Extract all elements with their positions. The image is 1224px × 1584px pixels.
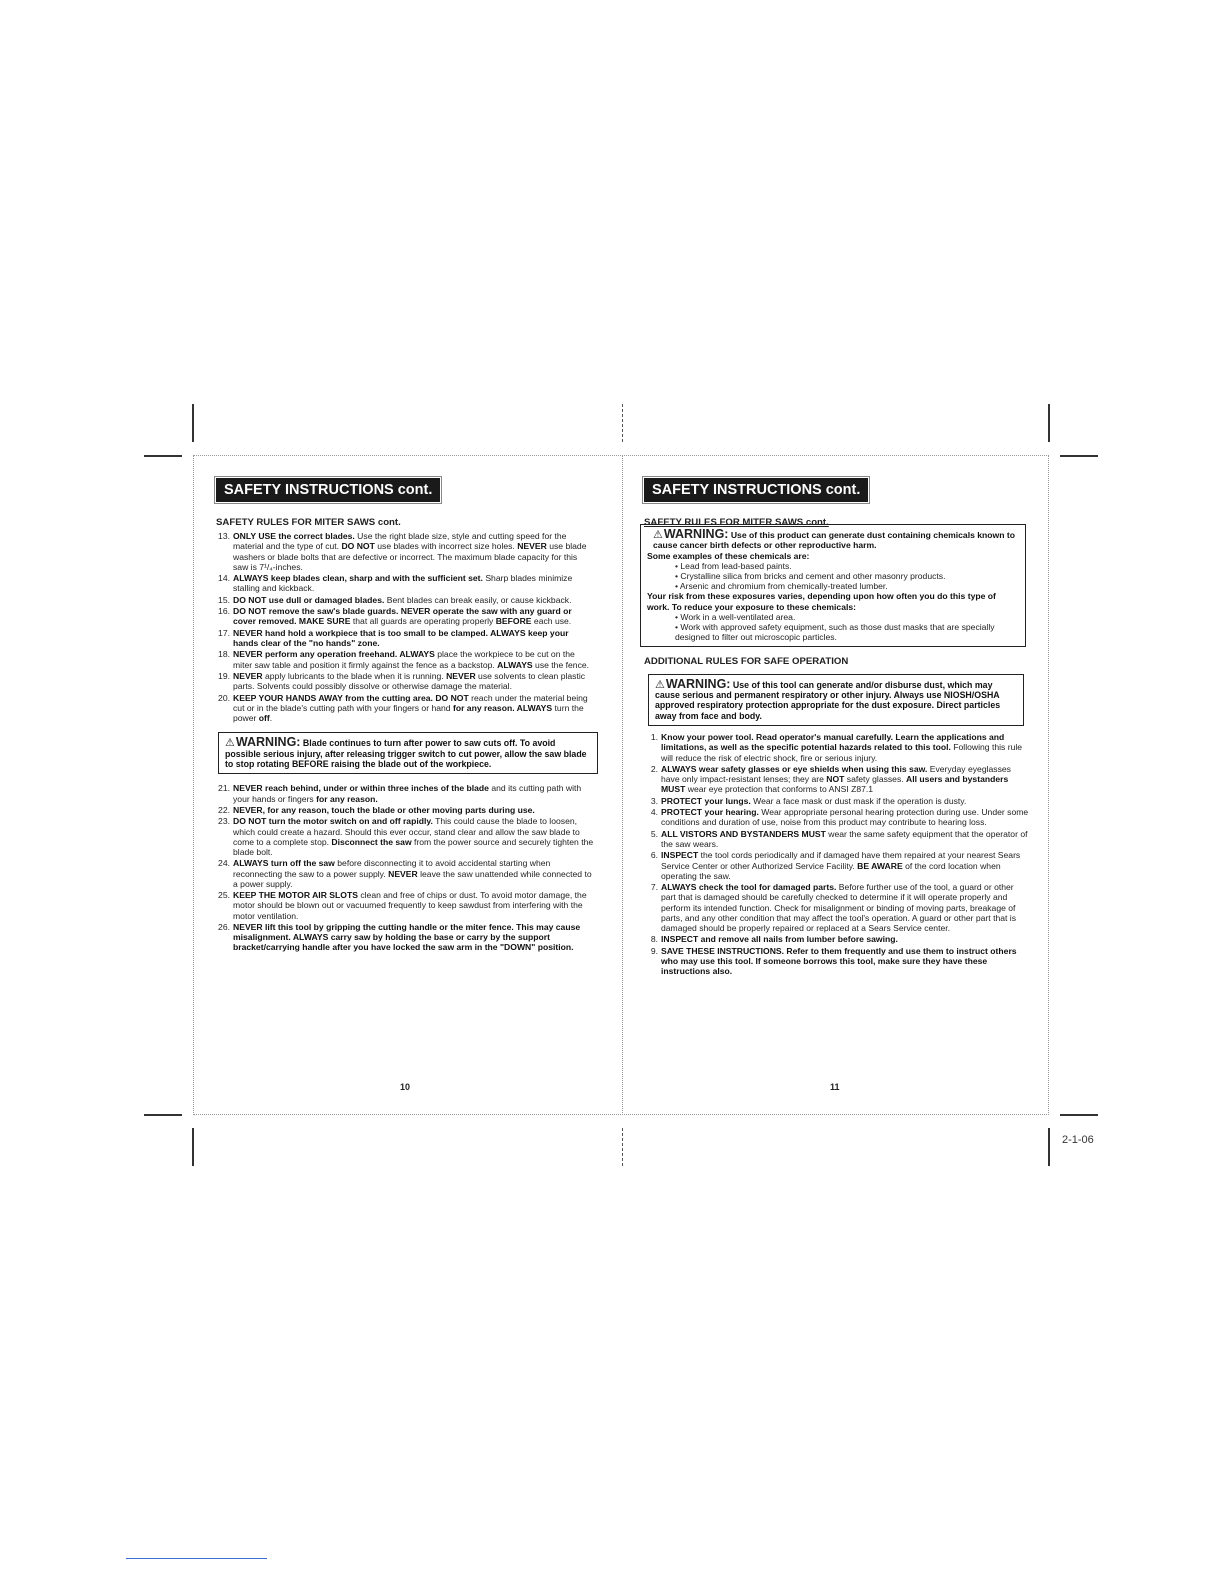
item-number: 17. bbox=[218, 627, 230, 638]
item-number: 13. bbox=[218, 531, 230, 542]
list-item bbox=[216, 805, 594, 815]
item-text: of the cord location when operating the saw. bbox=[661, 860, 1001, 881]
warning-box bbox=[218, 732, 598, 774]
chemical-warning-box bbox=[640, 524, 1026, 647]
item-body bbox=[661, 764, 1030, 795]
item-body bbox=[661, 850, 1030, 881]
item-text: place the workpiece to be cut on the miter saw table and position it firmly against the fence as a backstop. bbox=[233, 649, 575, 670]
section-banner: SAFETY INSTRUCTIONS cont. bbox=[644, 478, 868, 502]
warning-triangle-icon: ⚠ bbox=[655, 678, 665, 691]
item-emphasis: ONLY USE the correct blades. bbox=[233, 531, 355, 542]
list-item bbox=[216, 649, 594, 669]
page-number: 10 bbox=[400, 1082, 411, 1092]
item-body bbox=[233, 922, 594, 953]
list-item bbox=[216, 628, 594, 648]
bullet-item: • Crystalline silica from bricks and cement and other masonry products. bbox=[675, 571, 946, 582]
item-emphasis: DO NOT use dull or damaged blades. bbox=[233, 594, 385, 605]
warning-triangle-icon: ⚠ bbox=[225, 737, 235, 750]
item-text: Wear a face mask or dust mask if the operation is dusty. bbox=[750, 795, 967, 806]
bullet-item: • Lead from lead-based paints. bbox=[675, 560, 792, 571]
item-body bbox=[233, 606, 594, 626]
item-body bbox=[661, 807, 1030, 827]
warning-text: Use of this product can generate dust containing chemicals known to cause cancer birth defects or other reproductive harm. bbox=[653, 530, 1015, 551]
item-emphasis: Disconnect the saw bbox=[331, 836, 412, 847]
item-body bbox=[233, 671, 594, 691]
list-item bbox=[216, 890, 594, 921]
item-text: wear eye protection that conforms to ANSI Z87.1 bbox=[685, 784, 874, 795]
crop-mark bbox=[1048, 1128, 1050, 1166]
item-emphasis: ALWAYS keep blades clean, sharp and with the sufficient set. bbox=[233, 573, 483, 584]
item-text: and its cutting path with your hands or fingers bbox=[233, 783, 582, 804]
item-emphasis: NEVER reach behind, under or within three inches of the blade bbox=[233, 783, 489, 794]
list-item bbox=[216, 816, 594, 857]
list-item bbox=[644, 934, 1030, 944]
item-emphasis: PROTECT your hearing. bbox=[661, 807, 759, 818]
item-emphasis: INSPECT and remove all nails from lumber before sawing. bbox=[661, 934, 898, 945]
item-body bbox=[233, 628, 594, 648]
list-item bbox=[216, 858, 594, 889]
item-emphasis: KEEP THE MOTOR AIR SLOTS bbox=[233, 890, 358, 901]
item-text: Before further use of the tool, a guard or other part that is damaged should be carefully checked to determine if it will operate properly and perform its intended function. Check for misalignment or binding of moving parts, breakage of parts, and any other condition that may affect the tool's operation. A guard or other part that is damaged should be properly repaired or replaced at a Sears Service center. bbox=[661, 882, 1016, 934]
item-body bbox=[661, 946, 1030, 977]
crop-mark bbox=[144, 1114, 182, 1116]
item-number: 20. bbox=[218, 692, 230, 703]
rules-list bbox=[216, 531, 594, 723]
item-text: Use the right blade size, style and cutting speed for the material and the type of cut. bbox=[233, 531, 567, 552]
item-text: Everyday eyeglasses have only impact-resistant lenses; they are bbox=[661, 764, 1011, 785]
list-item bbox=[216, 783, 594, 803]
item-text: before disconnecting it to avoid accidental starting when reconnecting the saw to a power supply. bbox=[233, 858, 551, 879]
examples-list bbox=[647, 561, 1019, 592]
item-emphasis: NEVER lift this tool by gripping the cutting handle or the miter fence. This may cause misalignment. ALWAYS carry saw by holding the base or carry by the support bracket/carrying handle after you have locked the saw arm in the "DOWN" position. bbox=[233, 921, 581, 953]
item-emphasis: All users and bystanders MUST bbox=[661, 774, 1009, 795]
item-emphasis: DO NOT turn the motor switch on and off rapidly. bbox=[233, 816, 433, 827]
item-body bbox=[233, 595, 594, 605]
item-text: Wear appropriate personal hearing protection during use. Under some conditions and duration of use, noise from this product may contribute to hearing loss. bbox=[661, 807, 1029, 828]
item-text: use the fence. bbox=[532, 659, 590, 670]
item-number: 15. bbox=[218, 594, 230, 605]
item-emphasis: ALWAYS check the tool for damaged parts. bbox=[661, 882, 837, 893]
item-text: This could cause the blade to loosen, which could create a hazard. Should this ever occur, stand clear and allow the saw blade to come to a complete stop. bbox=[233, 816, 580, 847]
list-item bbox=[216, 693, 594, 724]
item-emphasis: NEVER bbox=[446, 670, 476, 681]
item-emphasis: DO NOT bbox=[341, 541, 375, 552]
item-number: 21. bbox=[218, 783, 230, 794]
item-text: reach under the material being cut or in the blade's cutting path with your fingers or hand bbox=[233, 692, 588, 713]
item-text: Following this rule will reduce the risk of electric shock, fire or serious injury. bbox=[661, 742, 1023, 763]
item-body bbox=[233, 783, 594, 803]
warning-title: WARNING: bbox=[665, 676, 731, 691]
item-emphasis: ALWAYS wear safety glasses or eye shields when using this saw. bbox=[661, 764, 928, 775]
item-number: 22. bbox=[218, 804, 230, 815]
item-number: 24. bbox=[218, 858, 230, 869]
item-emphasis: KEEP YOUR HANDS AWAY from the cutting area. DO NOT bbox=[233, 692, 469, 703]
rules-list bbox=[644, 732, 1030, 976]
item-body bbox=[233, 649, 594, 669]
item-text: . bbox=[269, 712, 273, 723]
rules-list bbox=[216, 783, 594, 952]
item-number: 25. bbox=[218, 890, 230, 901]
risk-text: Your risk from these exposures varies, depending upon how often you do this type of work. To reduce your exposure to these chemicals: bbox=[647, 591, 996, 612]
item-emphasis: NEVER hand hold a workpiece that is too small to be clamped. ALWAYS keep your hands clear of the "no hands" zone. bbox=[233, 627, 569, 648]
bullet-item: • Work with approved safety equipment, such as those dust masks that are specially designed to filter out microscopic particles. bbox=[675, 622, 995, 643]
item-number: 23. bbox=[218, 816, 230, 827]
item-body bbox=[233, 573, 594, 593]
crop-mark bbox=[1048, 404, 1050, 442]
item-emphasis: NEVER, for any reason, touch the blade or other moving parts during use. bbox=[233, 804, 535, 815]
item-emphasis: Know your power tool. Read operator's manual carefully. Learn the applications and limitations, as well as the specific potential hazards related to this tool. bbox=[661, 732, 1005, 753]
warning-text: Use of this tool can generate and/or disburse dust, which may cause serious and permanent respiratory or other injury. Always use NIOSH/OSHA approved respiratory protection appropriate for the dust exposure. Direct particles away from face and body. bbox=[655, 679, 1001, 721]
item-emphasis: ALL VISTORS AND BYSTANDERS MUST bbox=[661, 828, 826, 839]
item-text: from the power source and securely tighten the blade bolt. bbox=[233, 836, 594, 857]
page-number: 11 bbox=[830, 1082, 840, 1092]
spine-divider bbox=[622, 455, 623, 1115]
item-number: 6. bbox=[650, 850, 658, 861]
warning-text: Blade continues to turn after power to saw cuts off. To avoid possible serious injury, after releasing trigger switch to cut power, allow the saw blade to stop rotating BEFORE raising the blade out of the workpiece. bbox=[225, 738, 587, 769]
section-title: SAFETY RULES FOR MITER SAWS cont. bbox=[644, 517, 829, 528]
item-text: Bent blades can break easily, or cause kickback. bbox=[384, 594, 572, 605]
item-number: 3. bbox=[650, 795, 658, 806]
item-emphasis: NOT bbox=[826, 774, 845, 785]
item-text: use solvents to clean plastic parts. Solvents could possibly dissolve or otherwise damage the material. bbox=[233, 670, 586, 692]
item-text: leave the saw unattended while connected to a power supply. bbox=[233, 868, 592, 889]
item-text: turn the power bbox=[233, 702, 584, 723]
crop-mark bbox=[192, 1128, 194, 1166]
item-body bbox=[233, 531, 594, 572]
list-item bbox=[644, 946, 1030, 977]
item-body bbox=[661, 732, 1030, 763]
left-page bbox=[216, 478, 594, 954]
bullet-item: • Work in a well-ventilated area. bbox=[675, 611, 796, 622]
date-stamp: 2-1-06 bbox=[1062, 1134, 1094, 1146]
list-item bbox=[644, 882, 1030, 933]
item-text: use blade washers or blade bolts that are defective or incorrect. The maximum blade capacity for this saw is 7¹/₄-inches. bbox=[233, 541, 587, 572]
list-item bbox=[216, 595, 594, 605]
item-emphasis: NEVER bbox=[388, 868, 418, 879]
right-page bbox=[644, 478, 1030, 978]
item-text: clean and free of chips or dust. To avoid motor damage, the motor should be blown out or vacuumed frequently to keep sawdust from interfering with the motor ventilation. bbox=[233, 890, 587, 921]
item-number: 5. bbox=[650, 828, 658, 839]
item-emphasis: NEVER perform any operation freehand. ALWAYS bbox=[233, 649, 435, 660]
item-body bbox=[661, 829, 1030, 849]
measures-list bbox=[647, 612, 1019, 643]
item-text: each use. bbox=[531, 616, 572, 627]
examples-heading: Some examples of these chemicals are: bbox=[647, 550, 810, 561]
item-number: 19. bbox=[218, 670, 230, 681]
warning-title: WARNING: bbox=[663, 527, 729, 542]
item-emphasis: ALWAYS turn off the saw bbox=[233, 858, 335, 869]
item-text: wear the same safety equipment that the operator of the saw wears. bbox=[661, 828, 1028, 850]
crop-mark bbox=[192, 404, 194, 442]
item-text: Sharp blades minimize stalling and kickback. bbox=[233, 573, 573, 594]
list-item bbox=[644, 732, 1030, 763]
item-number: 16. bbox=[218, 606, 230, 617]
item-number: 1. bbox=[650, 732, 658, 743]
item-body bbox=[661, 796, 1030, 806]
item-emphasis: BEFORE bbox=[495, 616, 532, 627]
list-item bbox=[216, 671, 594, 691]
section-banner: SAFETY INSTRUCTIONS cont. bbox=[216, 478, 440, 502]
item-text: use blades with incorrect size holes. bbox=[374, 541, 518, 552]
item-emphasis: SAVE THESE INSTRUCTIONS. Refer to them frequently and use them to instruct others who may use this tool. If someone borrows this tool, make sure they have these instructions also. bbox=[661, 945, 1017, 977]
item-body bbox=[661, 934, 1030, 944]
list-item bbox=[644, 796, 1030, 806]
warning-triangle-icon: ⚠ bbox=[653, 529, 663, 542]
list-item bbox=[644, 829, 1030, 849]
list-item bbox=[216, 573, 594, 593]
item-number: 8. bbox=[650, 934, 658, 945]
item-emphasis: PROTECT your lungs. bbox=[661, 795, 751, 806]
section-title: SAFETY RULES FOR MITER SAWS cont. bbox=[216, 517, 401, 528]
item-emphasis: BE AWARE bbox=[857, 860, 903, 871]
section-title: ADDITIONAL RULES FOR SAFE OPERATION bbox=[644, 656, 849, 668]
bullet-item: • Arsenic and chromium from chemically-treated lumber. bbox=[675, 581, 888, 592]
item-emphasis: for any reason. bbox=[316, 793, 378, 804]
item-emphasis: off bbox=[258, 712, 270, 723]
item-body bbox=[233, 805, 594, 815]
item-text: that all guards are operating properly bbox=[350, 616, 496, 627]
item-number: 7. bbox=[650, 882, 658, 893]
crop-mark bbox=[1060, 455, 1098, 457]
list-item bbox=[644, 764, 1030, 795]
item-emphasis: NEVER bbox=[233, 670, 263, 681]
item-emphasis: ALWAYS bbox=[497, 659, 533, 670]
item-emphasis: DO NOT remove the saw's blade guards. NEVER operate the saw with any guard or cover removed. MAKE SURE bbox=[233, 606, 572, 627]
item-emphasis: for any reason. ALWAYS bbox=[452, 702, 553, 713]
list-item bbox=[216, 531, 594, 572]
item-number: 2. bbox=[650, 764, 658, 775]
warning-title: WARNING: bbox=[235, 735, 301, 750]
item-number: 26. bbox=[218, 921, 230, 932]
item-body bbox=[233, 816, 594, 857]
item-number: 18. bbox=[218, 649, 230, 660]
dust-warning-box bbox=[648, 674, 1024, 727]
fold-mark bbox=[622, 404, 623, 442]
item-body bbox=[661, 882, 1030, 933]
crop-mark bbox=[1060, 1114, 1098, 1116]
item-number: 14. bbox=[218, 573, 230, 584]
item-body bbox=[233, 858, 594, 889]
item-number: 4. bbox=[650, 807, 658, 818]
list-item bbox=[216, 606, 594, 626]
fold-mark bbox=[622, 1128, 623, 1166]
list-item bbox=[644, 807, 1030, 827]
item-emphasis: INSPECT bbox=[661, 850, 699, 861]
crop-mark bbox=[144, 455, 182, 457]
item-number: 9. bbox=[650, 945, 658, 956]
item-body bbox=[233, 693, 594, 724]
item-text: apply lubricants to the blade when it is running. bbox=[262, 670, 447, 681]
link-underline bbox=[126, 1558, 267, 1559]
item-emphasis: NEVER bbox=[517, 541, 547, 552]
list-item bbox=[644, 850, 1030, 881]
item-text: the tool cords periodically and if damaged have them repaired at your nearest Sears Service Center or other Authorized Service Facility. bbox=[661, 850, 1021, 871]
item-text: safety glasses. bbox=[844, 774, 907, 785]
list-item bbox=[216, 922, 594, 953]
item-body bbox=[233, 890, 594, 921]
